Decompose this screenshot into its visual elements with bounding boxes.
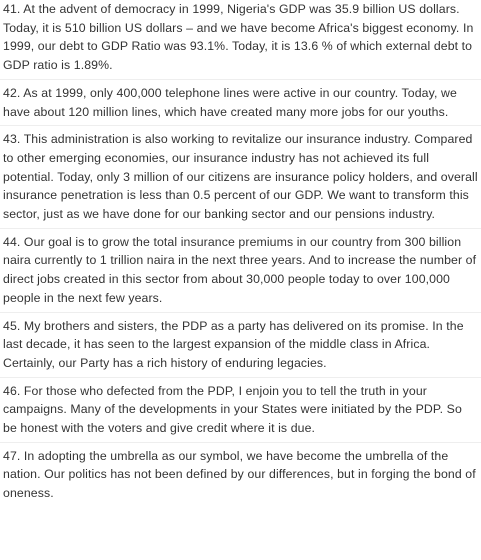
paragraph-45: 45. My brothers and sisters, the PDP as a party has delivered on its promise. In the last decade, it has seen to the largest expansion of the middle class in Africa. Certainly, our Party has a rich history of enduring legacies.: [3, 318, 464, 370]
paragraph-divider: [0, 79, 481, 80]
paragraph-47: 47. In adopting the umbrella as our symbol, we have become the umbrella of the nation. Our politics has not been defined by our differences, but in forging the bond of oneness.: [3, 448, 476, 501]
paragraph-44: 44. Our goal is to grow the total insurance premiums in our country from 300 billion naira currently to 1 trillion naira in the next three years. And to increase the number of direct jobs created in this sector from about 30,000 people today to over 100,000 people in the next few years.: [3, 234, 477, 305]
paragraph-divider: [0, 442, 481, 443]
paragraph-divider: [0, 312, 481, 313]
paragraph-divider: [0, 228, 481, 229]
paragraph-43: 43. This administration is also working to revitalize our insurance industry. Compared to other emerging economies, our insurance industry has not achieved its full potential. Today, only 3 million of our citizens are insurance policy holders, and overall insurance penetration is less than 0.5 percent of our GDP. We want to transform this sector, just as we have done for our banking sector and our pensions industry.: [3, 132, 478, 222]
paragraph-46: 46. For those who defected from the PDP, I enjoin you to tell the truth in your campaigns. Many of the developments in your States were initiated by the PDP. So be honest with the voters and give credit where it is due.: [3, 383, 462, 436]
paragraph-divider: [0, 377, 481, 378]
paragraph-42: 42. As at 1999, only 400,000 telephone lines were active in our country. Today, we have about 120 million lines, which have created many more jobs for our youths.: [3, 85, 457, 119]
paragraph-41: 41. At the advent of democracy in 1999, Nigeria's GDP was 35.9 billion US dollars. Today, it is 510 billion US dollars – and we have become Africa's biggest economy. In 1999, our debt to GDP Ratio was 93.1%. Today, it is 13.6 % of which external debt to GDP ratio is 1.89%.: [3, 2, 474, 73]
paragraph-divider: [0, 125, 481, 126]
